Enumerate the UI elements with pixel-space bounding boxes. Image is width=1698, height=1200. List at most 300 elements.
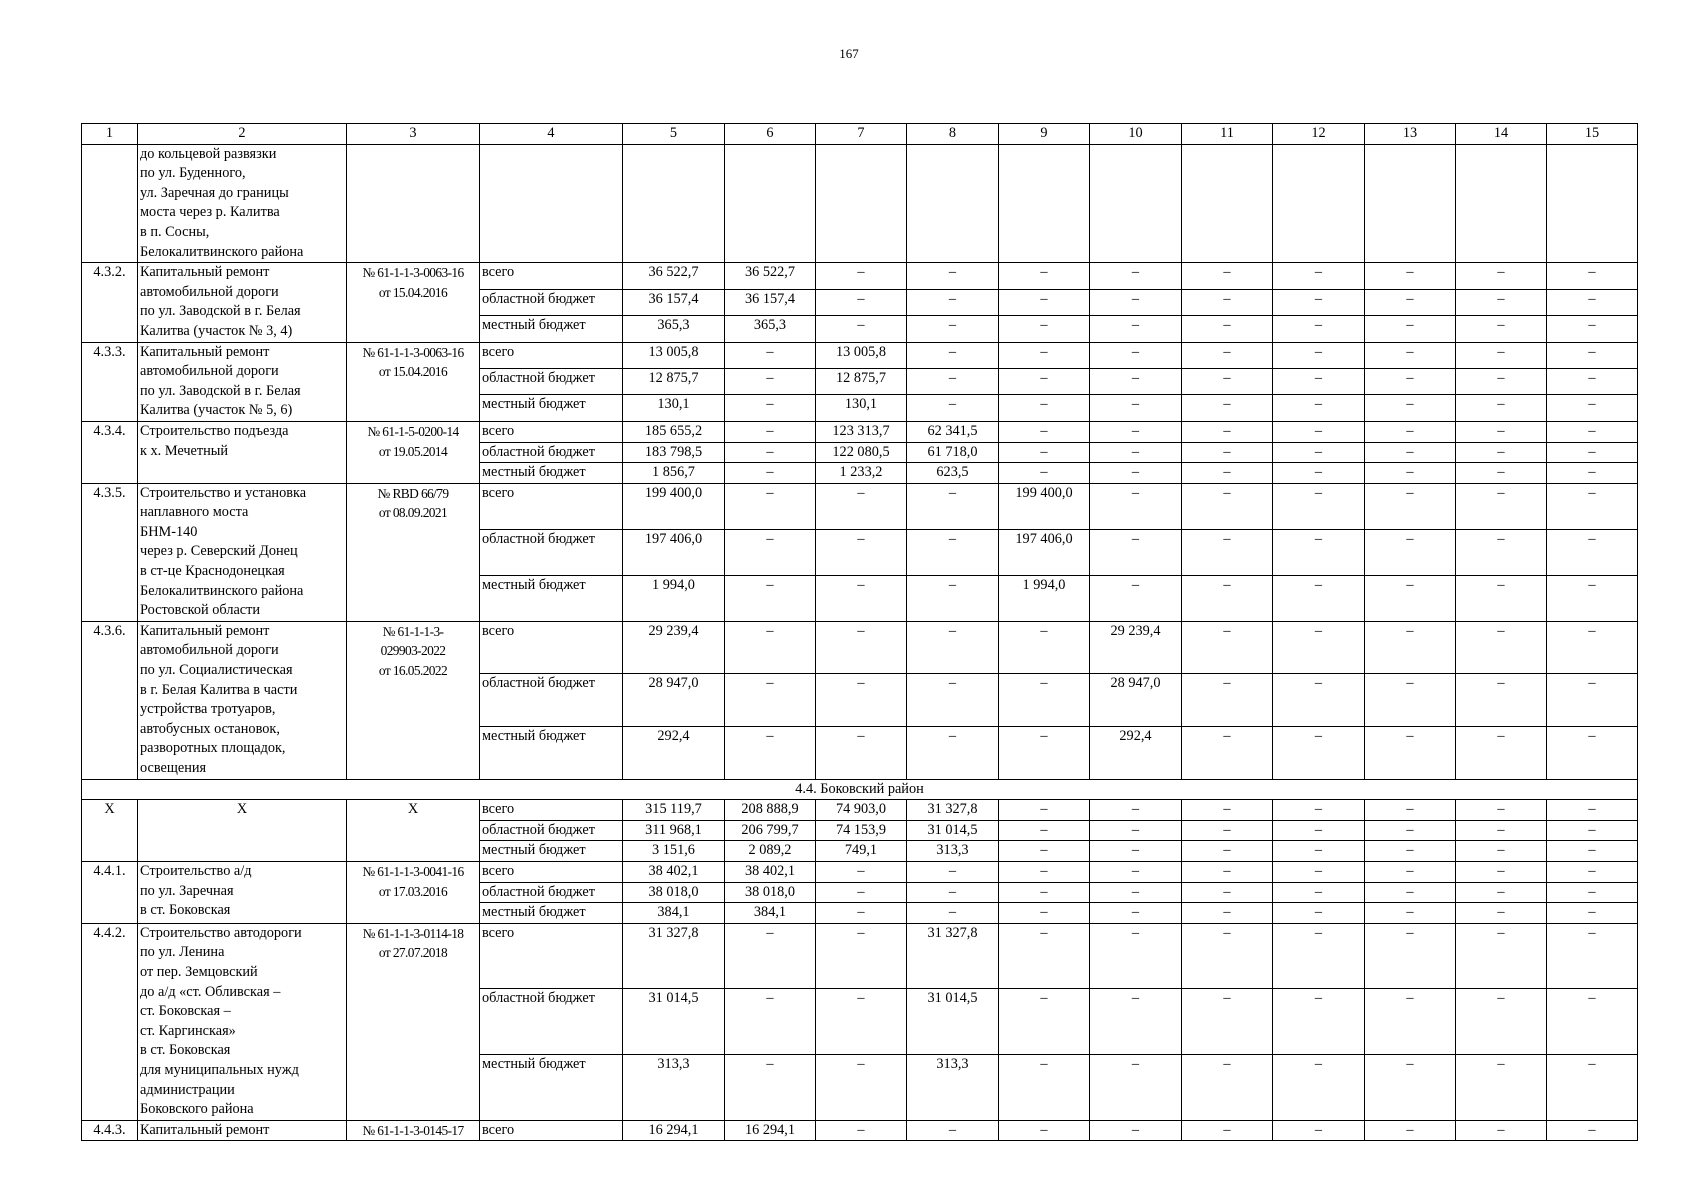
value-cell: – — [1456, 861, 1547, 882]
value-cell: – — [1547, 861, 1638, 882]
value-cell: – — [725, 342, 816, 368]
value-cell: – — [1365, 316, 1456, 342]
object-name-line: Белокалитвинского района — [140, 582, 304, 599]
value-cell: – — [1182, 483, 1273, 529]
value-cell: – — [1182, 621, 1273, 674]
funding-source: местный бюджет — [480, 727, 623, 780]
object-name-line: Капитальный ремонт — [140, 1121, 270, 1138]
value-cell: – — [1365, 1055, 1456, 1121]
value-cell: 623,5 — [907, 463, 999, 484]
value-cell: – — [1547, 923, 1638, 989]
value-cell: – — [999, 421, 1090, 442]
value-cell: 28 947,0 — [1090, 674, 1182, 727]
value-cell: – — [1365, 421, 1456, 442]
section-title: 4.4. Боковский район — [82, 779, 1638, 800]
value-cell: 1 994,0 — [623, 575, 725, 621]
value-cell: – — [999, 621, 1090, 674]
value-cell: – — [1547, 421, 1638, 442]
value-cell: 38 018,0 — [623, 882, 725, 903]
value-cell: – — [1547, 989, 1638, 1055]
value-cell: – — [999, 1120, 1090, 1141]
value-cell: – — [1365, 621, 1456, 674]
value-cell: – — [816, 1055, 907, 1121]
value-cell: – — [1182, 529, 1273, 575]
document-ref-line: 029903-2022 — [380, 643, 446, 659]
object-name-line: ст. Боковская – — [140, 1003, 231, 1020]
row-number: 4.4.2. — [82, 923, 138, 1120]
budget-table — [81, 123, 1638, 1141]
value-cell: – — [1365, 674, 1456, 727]
object-name-line: до а/д «ст. Обливская – — [140, 983, 281, 1000]
value-cell: – — [816, 861, 907, 882]
value-cell: – — [1365, 903, 1456, 924]
value-cell: – — [999, 463, 1090, 484]
value-cell: – — [816, 1120, 907, 1141]
value-cell: 31 327,8 — [907, 923, 999, 989]
value-cell: – — [1547, 903, 1638, 924]
value-cell: – — [1090, 263, 1182, 289]
funding-source: местный бюджет — [480, 903, 623, 924]
value-cell: – — [999, 903, 1090, 924]
value-cell: – — [1273, 263, 1365, 289]
value-cell: – — [1547, 727, 1638, 780]
value-cell: 36 157,4 — [623, 289, 725, 315]
value-cell: – — [1547, 820, 1638, 841]
value-cell: – — [999, 263, 1090, 289]
table-row — [82, 342, 1638, 368]
document-ref — [347, 923, 480, 1120]
object-name — [138, 1120, 347, 1141]
value-cell: – — [1547, 289, 1638, 315]
value-cell: – — [1547, 368, 1638, 394]
value-cell: – — [1182, 463, 1273, 484]
value-cell: – — [1090, 342, 1182, 368]
object-name-line: по ул. Заречная — [140, 882, 234, 899]
document-ref-line: от 15.04.2016 — [378, 284, 448, 300]
object-name-line: Боковского района — [140, 1101, 254, 1118]
value-cell: – — [1090, 463, 1182, 484]
value-cell: 292,4 — [1090, 727, 1182, 780]
document-ref-line: от 17.03.2016 — [378, 883, 448, 899]
object-name-line: Строительство автодороги — [140, 924, 302, 941]
object-name-line: в п. Сосны, — [140, 223, 210, 240]
document-ref — [347, 421, 480, 483]
value-cell: – — [1273, 1120, 1365, 1141]
value-cell: – — [1182, 674, 1273, 727]
column-header: 3 — [347, 124, 480, 145]
section-title-row — [82, 779, 1638, 800]
value-cell: – — [725, 923, 816, 989]
value-cell: – — [999, 368, 1090, 394]
table-row — [82, 421, 1638, 442]
object-name — [138, 342, 347, 421]
value-cell: – — [1547, 483, 1638, 529]
value-cell: 31 014,5 — [907, 989, 999, 1055]
value-cell: – — [1273, 674, 1365, 727]
value-cell: – — [725, 727, 816, 780]
value-cell: 12 875,7 — [623, 368, 725, 394]
object-name: Х — [138, 800, 347, 862]
funding-source: областной бюджет — [480, 989, 623, 1055]
empty-cell — [1090, 144, 1182, 263]
column-header: 13 — [1365, 124, 1456, 145]
value-cell: 199 400,0 — [623, 483, 725, 529]
column-header: 15 — [1547, 124, 1638, 145]
value-cell: 29 239,4 — [623, 621, 725, 674]
value-cell: 16 294,1 — [725, 1120, 816, 1141]
column-header: 6 — [725, 124, 816, 145]
value-cell: – — [1547, 621, 1638, 674]
document-ref — [347, 263, 480, 342]
value-cell: – — [907, 368, 999, 394]
value-cell: – — [1090, 861, 1182, 882]
funding-source: местный бюджет — [480, 463, 623, 484]
funding-source: всего — [480, 621, 623, 674]
column-header: 2 — [138, 124, 347, 145]
object-name-line: в ст. Боковская — [140, 902, 231, 919]
value-cell: – — [816, 882, 907, 903]
funding-source: местный бюджет — [480, 1055, 623, 1121]
value-cell: – — [1273, 575, 1365, 621]
empty-cell — [816, 144, 907, 263]
value-cell: – — [907, 674, 999, 727]
value-cell: – — [1182, 820, 1273, 841]
value-cell: – — [907, 395, 999, 421]
value-cell: 31 014,5 — [623, 989, 725, 1055]
table-row — [82, 1120, 1638, 1141]
value-cell: – — [1456, 368, 1547, 394]
object-name — [138, 263, 347, 342]
value-cell: 365,3 — [725, 316, 816, 342]
value-cell: – — [1365, 820, 1456, 841]
value-cell: – — [1273, 395, 1365, 421]
value-cell: – — [725, 674, 816, 727]
value-cell: – — [1365, 483, 1456, 529]
value-cell: – — [1456, 529, 1547, 575]
object-name-line: по ул. Ленина — [140, 944, 225, 961]
value-cell: 315 119,7 — [623, 800, 725, 821]
value-cell: – — [1456, 800, 1547, 821]
value-cell: – — [999, 289, 1090, 315]
object-name-line: Калитва (участок № 5, 6) — [140, 402, 293, 419]
value-cell: – — [1090, 575, 1182, 621]
value-cell: – — [1365, 882, 1456, 903]
table-row — [82, 263, 1638, 289]
column-header: 5 — [623, 124, 725, 145]
value-cell: – — [1273, 368, 1365, 394]
funding-source: местный бюджет — [480, 841, 623, 862]
table-row — [82, 923, 1638, 989]
value-cell: – — [1456, 989, 1547, 1055]
value-cell: – — [999, 923, 1090, 989]
document-ref — [347, 342, 480, 421]
value-cell: 208 888,9 — [725, 800, 816, 821]
value-cell: – — [1182, 882, 1273, 903]
funding-source: всего — [480, 923, 623, 989]
value-cell: – — [1182, 841, 1273, 862]
value-cell: – — [907, 529, 999, 575]
value-cell: – — [1182, 923, 1273, 989]
document-ref — [347, 621, 480, 779]
value-cell: 130,1 — [623, 395, 725, 421]
document-ref-line: от 08.09.2021 — [378, 505, 448, 521]
empty-cell — [623, 144, 725, 263]
value-cell: – — [1547, 575, 1638, 621]
value-cell: – — [1182, 342, 1273, 368]
funding-source: всего — [480, 342, 623, 368]
value-cell: – — [1273, 861, 1365, 882]
empty-cell — [1365, 144, 1456, 263]
value-cell: – — [1090, 989, 1182, 1055]
value-cell: – — [1547, 342, 1638, 368]
value-cell: – — [1090, 289, 1182, 315]
value-cell: – — [1365, 368, 1456, 394]
value-cell: – — [1182, 316, 1273, 342]
value-cell: – — [1090, 395, 1182, 421]
value-cell: – — [816, 727, 907, 780]
value-cell: – — [907, 575, 999, 621]
value-cell: – — [907, 727, 999, 780]
value-cell: – — [1182, 442, 1273, 463]
value-cell: – — [725, 463, 816, 484]
value-cell: – — [1365, 463, 1456, 484]
value-cell: – — [1456, 483, 1547, 529]
value-cell: – — [725, 442, 816, 463]
table-row — [82, 861, 1638, 882]
empty-cell — [1547, 144, 1638, 263]
value-cell: – — [999, 1055, 1090, 1121]
value-cell: – — [999, 316, 1090, 342]
value-cell: – — [1547, 1120, 1638, 1141]
value-cell: 384,1 — [725, 903, 816, 924]
value-cell: – — [1273, 923, 1365, 989]
column-header: 10 — [1090, 124, 1182, 145]
value-cell: – — [1273, 903, 1365, 924]
value-cell: – — [999, 820, 1090, 841]
value-cell: – — [907, 861, 999, 882]
value-cell: – — [1547, 316, 1638, 342]
value-cell: – — [1273, 442, 1365, 463]
empty-cell — [347, 144, 480, 263]
value-cell: – — [1090, 483, 1182, 529]
value-cell: – — [999, 442, 1090, 463]
value-cell: – — [1365, 442, 1456, 463]
value-cell: – — [725, 621, 816, 674]
funding-source: местный бюджет — [480, 316, 623, 342]
value-cell: – — [1456, 621, 1547, 674]
object-name — [138, 923, 347, 1120]
value-cell: – — [1547, 263, 1638, 289]
document-ref — [347, 861, 480, 923]
object-name-line: автомобильной дороги — [140, 642, 279, 659]
value-cell: 123 313,7 — [816, 421, 907, 442]
value-cell: – — [1273, 316, 1365, 342]
value-cell: – — [1182, 395, 1273, 421]
value-cell: – — [1182, 1055, 1273, 1121]
column-header: 8 — [907, 124, 999, 145]
value-cell: – — [1182, 727, 1273, 780]
value-cell: 122 080,5 — [816, 442, 907, 463]
value-cell: – — [725, 421, 816, 442]
value-cell: 16 294,1 — [623, 1120, 725, 1141]
value-cell: – — [1182, 800, 1273, 821]
document-ref-line: № 61-1-1-3-0114-18 — [362, 925, 464, 941]
value-cell: – — [1365, 923, 1456, 989]
value-cell: – — [1273, 342, 1365, 368]
value-cell: – — [999, 674, 1090, 727]
value-cell: – — [1182, 421, 1273, 442]
value-cell: – — [816, 903, 907, 924]
object-name — [138, 421, 347, 483]
value-cell: – — [1273, 841, 1365, 862]
object-name-line: БНМ-140 — [140, 523, 198, 540]
value-cell: 311 968,1 — [623, 820, 725, 841]
value-cell: – — [1273, 289, 1365, 315]
document-ref: Х — [347, 800, 480, 862]
value-cell: 313,3 — [907, 1055, 999, 1121]
value-cell: – — [1273, 820, 1365, 841]
value-cell: – — [1365, 395, 1456, 421]
value-cell: – — [1182, 368, 1273, 394]
value-cell: 36 522,7 — [725, 263, 816, 289]
value-cell: 384,1 — [623, 903, 725, 924]
object-name — [138, 861, 347, 923]
value-cell: – — [1456, 1120, 1547, 1141]
value-cell: – — [1273, 529, 1365, 575]
object-name-line: Ростовской области — [140, 602, 261, 619]
value-cell: – — [1273, 882, 1365, 903]
value-cell: – — [1547, 674, 1638, 727]
object-name-line: до кольцевой развязки — [140, 145, 277, 162]
value-cell: – — [816, 989, 907, 1055]
value-cell: – — [1090, 923, 1182, 989]
object-name-line: по ул. Заводской в г. Белая — [140, 303, 301, 320]
document-ref-line: № 61-1-1-3-0063-16 — [362, 344, 464, 360]
page-number: 167 — [839, 46, 859, 61]
funding-source: всего — [480, 800, 623, 821]
value-cell: – — [725, 483, 816, 529]
funding-source: областной бюджет — [480, 529, 623, 575]
value-cell: – — [1456, 923, 1547, 989]
value-cell: – — [1182, 1120, 1273, 1141]
value-cell: – — [1547, 529, 1638, 575]
object-name-line: устройства тротуаров, — [140, 701, 276, 718]
document-ref-line: от 19.05.2014 — [378, 443, 448, 459]
value-cell: – — [1182, 263, 1273, 289]
value-cell: 183 798,5 — [623, 442, 725, 463]
document-ref-line: от 15.04.2016 — [378, 364, 448, 380]
value-cell: – — [907, 342, 999, 368]
value-cell: – — [1090, 820, 1182, 841]
object-name-line: по ул. Социалистическая — [140, 662, 293, 679]
object-name-line: от пер. Земцовский — [140, 963, 258, 980]
object-name-line: освещения — [140, 760, 207, 776]
value-cell: – — [1365, 861, 1456, 882]
value-cell: 1 994,0 — [999, 575, 1090, 621]
value-cell: – — [725, 1055, 816, 1121]
object-name-line: администрации — [140, 1081, 235, 1098]
value-cell: – — [1273, 800, 1365, 821]
value-cell: – — [999, 800, 1090, 821]
document-ref-line: № 61-1-1-3-0041-16 — [362, 863, 464, 879]
value-cell: – — [999, 989, 1090, 1055]
object-name-line: в ст-це Краснодонецкая — [140, 563, 285, 580]
value-cell: – — [907, 483, 999, 529]
value-cell: – — [1456, 395, 1547, 421]
funding-source: областной бюджет — [480, 820, 623, 841]
object-name-line: к х. Мечетный — [140, 442, 229, 459]
object-name-line: Капитальный ремонт — [140, 622, 270, 639]
value-cell: – — [1547, 800, 1638, 821]
funding-source: областной бюджет — [480, 368, 623, 394]
column-header: 4 — [480, 124, 623, 145]
column-header: 11 — [1182, 124, 1273, 145]
value-cell: – — [1090, 800, 1182, 821]
value-cell: 749,1 — [816, 841, 907, 862]
value-cell: – — [1090, 529, 1182, 575]
column-header-row — [82, 124, 1638, 145]
document-ref-line: № 61-1-5-0200-14 — [367, 423, 459, 439]
row-number: 4.3.3. — [82, 342, 138, 421]
empty-cell — [1456, 144, 1547, 263]
value-cell: 38 402,1 — [623, 861, 725, 882]
value-cell: – — [816, 316, 907, 342]
value-cell: – — [1456, 903, 1547, 924]
document-ref-line: № 61-1-1-3-0145-17 — [362, 1122, 464, 1138]
value-cell: – — [1456, 882, 1547, 903]
value-cell: 13 005,8 — [623, 342, 725, 368]
document-ref-line: № 61-1-1-3- — [382, 623, 444, 639]
value-cell: – — [816, 621, 907, 674]
object-name — [138, 621, 347, 779]
value-cell: – — [1273, 1055, 1365, 1121]
value-cell: – — [1547, 841, 1638, 862]
row-number: 4.3.4. — [82, 421, 138, 483]
empty-cell — [1182, 144, 1273, 263]
value-cell: – — [1547, 882, 1638, 903]
value-cell: 12 875,7 — [816, 368, 907, 394]
value-cell: – — [907, 316, 999, 342]
object-name-line: автобусных остановок, — [140, 720, 280, 737]
value-cell: 29 239,4 — [1090, 621, 1182, 674]
document-ref — [347, 483, 480, 621]
row-number: 4.3.6. — [82, 621, 138, 779]
value-cell: – — [1456, 841, 1547, 862]
value-cell: – — [1365, 289, 1456, 315]
funding-source: областной бюджет — [480, 882, 623, 903]
value-cell: – — [816, 674, 907, 727]
value-cell: – — [1456, 289, 1547, 315]
value-cell: – — [907, 1120, 999, 1141]
value-cell: 1 856,7 — [623, 463, 725, 484]
value-cell: – — [1456, 421, 1547, 442]
value-cell: – — [1090, 882, 1182, 903]
value-cell: – — [1182, 989, 1273, 1055]
value-cell: 206 799,7 — [725, 820, 816, 841]
row-number: 4.3.5. — [82, 483, 138, 621]
column-header: 7 — [816, 124, 907, 145]
value-cell: 31 014,5 — [907, 820, 999, 841]
row-number: 4.3.2. — [82, 263, 138, 342]
value-cell: – — [1365, 1120, 1456, 1141]
object-name-line: автомобильной дороги — [140, 363, 279, 380]
table-row — [82, 144, 1638, 263]
value-cell: – — [1273, 421, 1365, 442]
value-cell: 31 327,8 — [623, 923, 725, 989]
value-cell: – — [725, 368, 816, 394]
value-cell: – — [1365, 989, 1456, 1055]
value-cell: – — [1456, 674, 1547, 727]
